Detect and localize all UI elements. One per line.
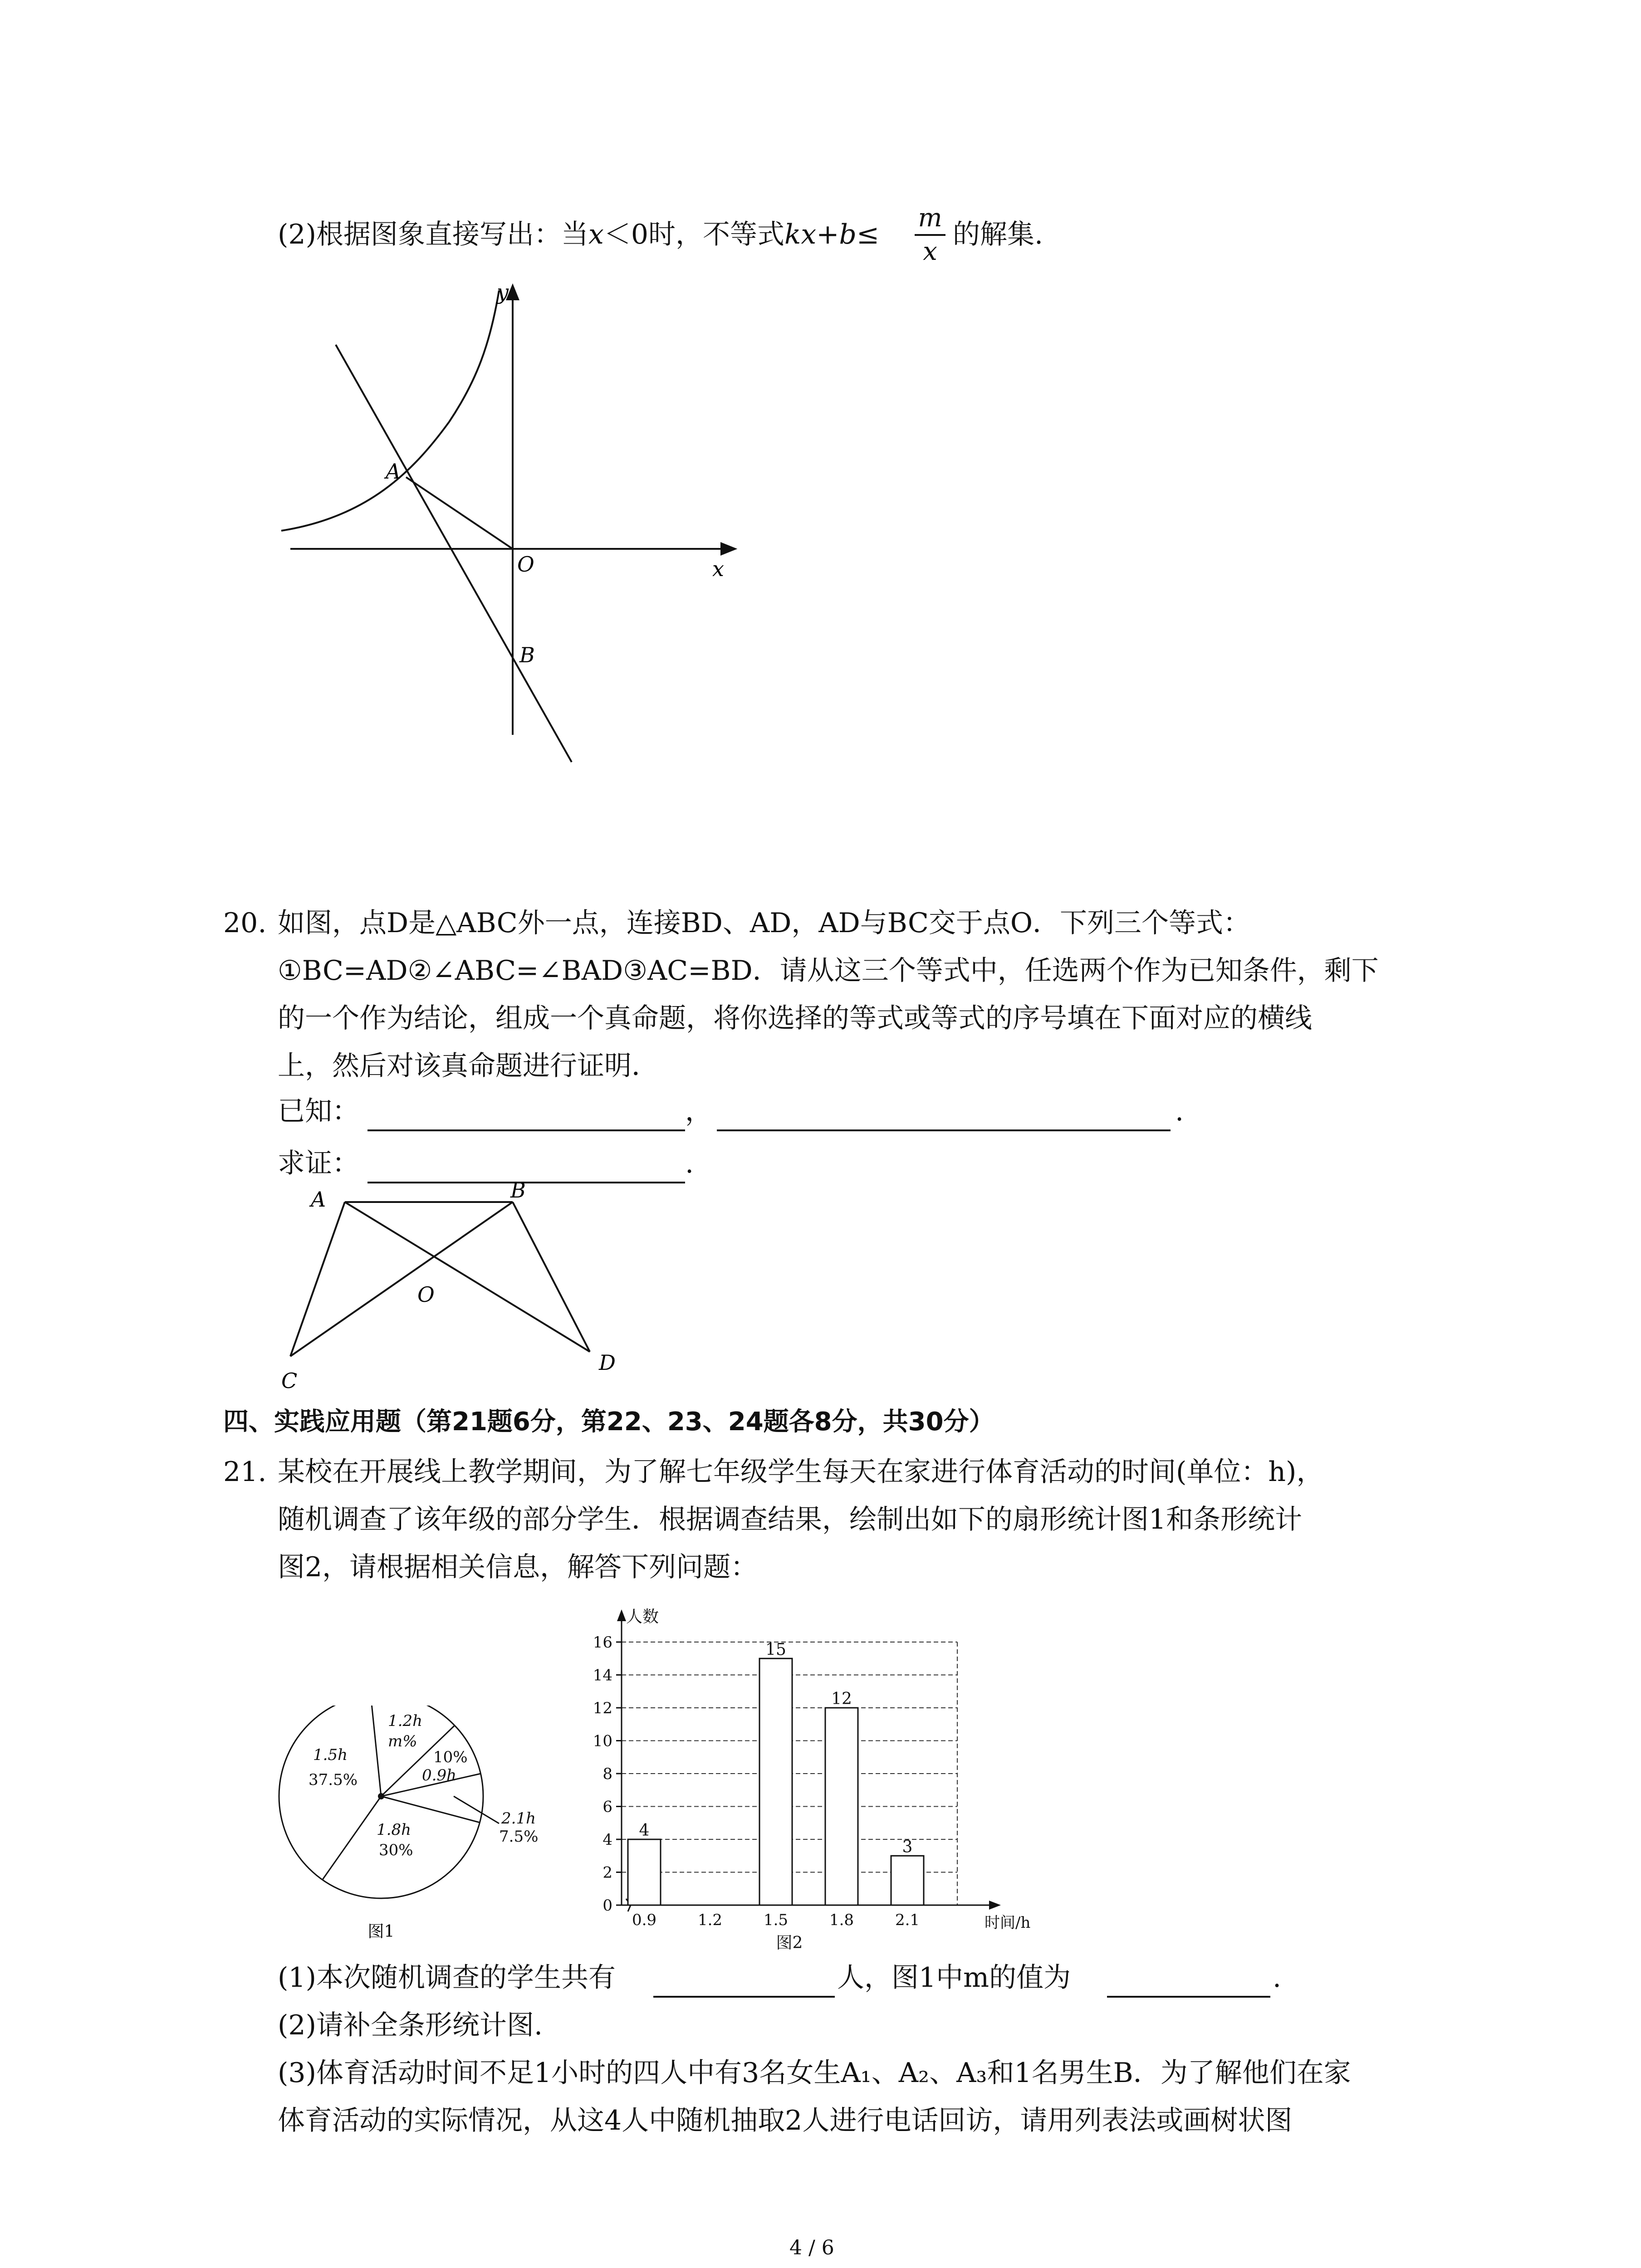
q21-sub1-b: 人，图1中m的值为: [837, 1962, 1071, 1994]
y-tick-label: 4: [603, 1831, 612, 1849]
pie-chart: [272, 1706, 572, 1950]
label-x: x: [712, 557, 724, 581]
label-y: y: [497, 280, 509, 304]
slice-label: 2.1h: [501, 1809, 536, 1828]
x-tick-label: 1.8: [829, 1911, 854, 1929]
q19-part2-line: [278, 214, 879, 255]
y-axis-arrow: [617, 1609, 626, 1621]
y-tick-label: 2: [603, 1863, 612, 1882]
given-comma: ，: [685, 1095, 712, 1127]
given-label: 已知：: [278, 1095, 359, 1127]
pie-divider-1: [371, 1706, 381, 1796]
slice-label: 1.2h: [388, 1712, 422, 1730]
x-tick-label: 1.2: [697, 1911, 723, 1929]
y-tick-label: 10: [593, 1732, 612, 1750]
slice-pct: 30%: [379, 1841, 413, 1859]
bar: [628, 1839, 661, 1905]
students-count-blank[interactable]: [653, 1996, 835, 1998]
bar: [891, 1856, 924, 1905]
q21-sub1-a: (1)本次随机调查的学生共有: [278, 1962, 616, 1994]
label-d: D: [599, 1350, 616, 1375]
label-b: B: [519, 643, 535, 667]
label-o: O: [417, 1282, 435, 1307]
q19-prefix: (2)根据图象直接写出：当: [278, 219, 588, 250]
x-tick-label: 0.9: [632, 1911, 657, 1929]
segment-ad: [345, 1202, 590, 1352]
y-tick-label: 12: [593, 1699, 612, 1717]
pie-divider-5: [322, 1796, 381, 1880]
x-tick-label: 2.1: [895, 1911, 920, 1929]
pie-caption: 图1: [367, 1922, 395, 1941]
y-tick-label: 6: [603, 1798, 612, 1816]
q19-frac-den: x: [923, 237, 937, 266]
q20-number: 20.: [223, 907, 267, 939]
y-tick-label: 8: [603, 1765, 612, 1783]
given-period: .: [1175, 1095, 1184, 1127]
x-axis-arrow: [721, 543, 735, 554]
label-c: C: [281, 1369, 298, 1393]
q21-line3: 图2，请根据相关信息，解答下列问题：: [278, 1551, 758, 1583]
line-ab: [336, 345, 572, 762]
segment-bd: [513, 1202, 590, 1352]
bar-chart-caption: 图2: [776, 1934, 803, 1950]
slice-pct: 10%: [433, 1748, 468, 1766]
pie-divider-4: [381, 1796, 480, 1823]
q19-cond: ＜0时，不等式: [603, 219, 785, 250]
prove-period: .: [685, 1148, 694, 1179]
slice-label: 1.8h: [377, 1821, 411, 1839]
y-axis-arrow: [507, 286, 518, 299]
segment-ac: [290, 1202, 345, 1356]
q19-leq: ≤: [856, 219, 880, 250]
label-b: B: [510, 1179, 526, 1202]
q21-line1: 某校在开展线上教学期间，为了解七年级学生每天在家进行体育活动的时间(单位：h)，: [278, 1456, 1324, 1488]
slice-pct: m%: [388, 1732, 417, 1750]
segment-ao: [406, 477, 513, 549]
triangle-figure: [272, 1179, 635, 1397]
segment-bc: [290, 1202, 513, 1356]
bar: [825, 1708, 858, 1905]
data-label: 15: [765, 1640, 786, 1659]
function-graph: [254, 272, 753, 789]
pie-leader: [454, 1796, 499, 1823]
q21-sub3-line1: (3)体育活动时间不足1小时的四人中有3名女生A₁、A₂、A₃和1名男生B．为了解他们在家: [278, 2057, 1351, 2089]
pie-outline: [279, 1706, 483, 1898]
given-blank-1[interactable]: [367, 1129, 685, 1131]
slice-pct: 37.5%: [309, 1771, 358, 1789]
bar-chart: [567, 1606, 1066, 1950]
hyperbola-curve: [281, 290, 499, 531]
page-number: 4 / 6: [789, 2236, 834, 2259]
q19-var-x: x: [588, 219, 604, 250]
label-a: A: [386, 459, 401, 484]
q20-line2: ①BC=AD②∠ABC=∠BAD③AC=BD．请从这三个等式中，任选两个作为已知条件，剩下: [278, 955, 1379, 987]
q19-fraction: [912, 202, 948, 268]
y-tick-label: 14: [593, 1666, 612, 1685]
q21-sub3-line2: 体育活动的实际情况，从这4人中随机抽取2人进行电话回访，请用列表法或画树状图: [278, 2105, 1293, 2136]
x-axis-label: 时间/h: [985, 1914, 1031, 1932]
q20-line3: 的一个作为结论，组成一个真命题，将你选择的等式或等式的序号填在下面对应的横线: [278, 1002, 1312, 1034]
label-a: A: [311, 1187, 326, 1212]
x-axis-arrow: [989, 1901, 1001, 1910]
y-axis-label: 人数: [626, 1608, 659, 1626]
q21-number: 21.: [223, 1456, 267, 1488]
data-label: 4: [639, 1821, 650, 1840]
q20-line1: 如图，点D是△ABC外一点，连接BD、AD，AD与BC交于点O．下列三个等式：: [278, 907, 1251, 939]
q21-sub2: (2)请补全条形统计图.: [278, 2009, 543, 2041]
data-label: 3: [902, 1838, 913, 1857]
y-tick-label: 16: [593, 1633, 612, 1652]
q19-expr: kx+b: [784, 219, 857, 250]
q20-line4: 上，然后对该真命题进行证明．: [278, 1050, 659, 1082]
slice-label: 1.5h: [313, 1746, 348, 1764]
q19-frac-num: m: [918, 203, 942, 233]
q21-sub1-c: .: [1273, 1962, 1282, 1994]
data-label: 12: [831, 1690, 852, 1708]
label-o: O: [517, 552, 534, 577]
q19-suffix: 的解集.: [953, 219, 1043, 250]
y-tick-label: 0: [603, 1897, 612, 1915]
m-value-blank[interactable]: [1107, 1996, 1270, 1998]
section-heading: 四、实践应用题（第21题6分，第22、23、24题各8分，共30分）: [223, 1407, 994, 1437]
given-blank-2[interactable]: [717, 1129, 1171, 1131]
slice-label: 0.9h: [422, 1766, 456, 1784]
bar: [759, 1658, 792, 1905]
slice-pct: 7.5%: [499, 1828, 539, 1846]
q21-line2: 随机调查了该年级的部分学生．根据调查结果，绘制出如下的扇形统计图1和条形统计: [278, 1504, 1303, 1535]
prove-label: 求证：: [278, 1148, 359, 1179]
pie-center: [378, 1793, 384, 1799]
x-tick-label: 1.5: [763, 1911, 789, 1929]
